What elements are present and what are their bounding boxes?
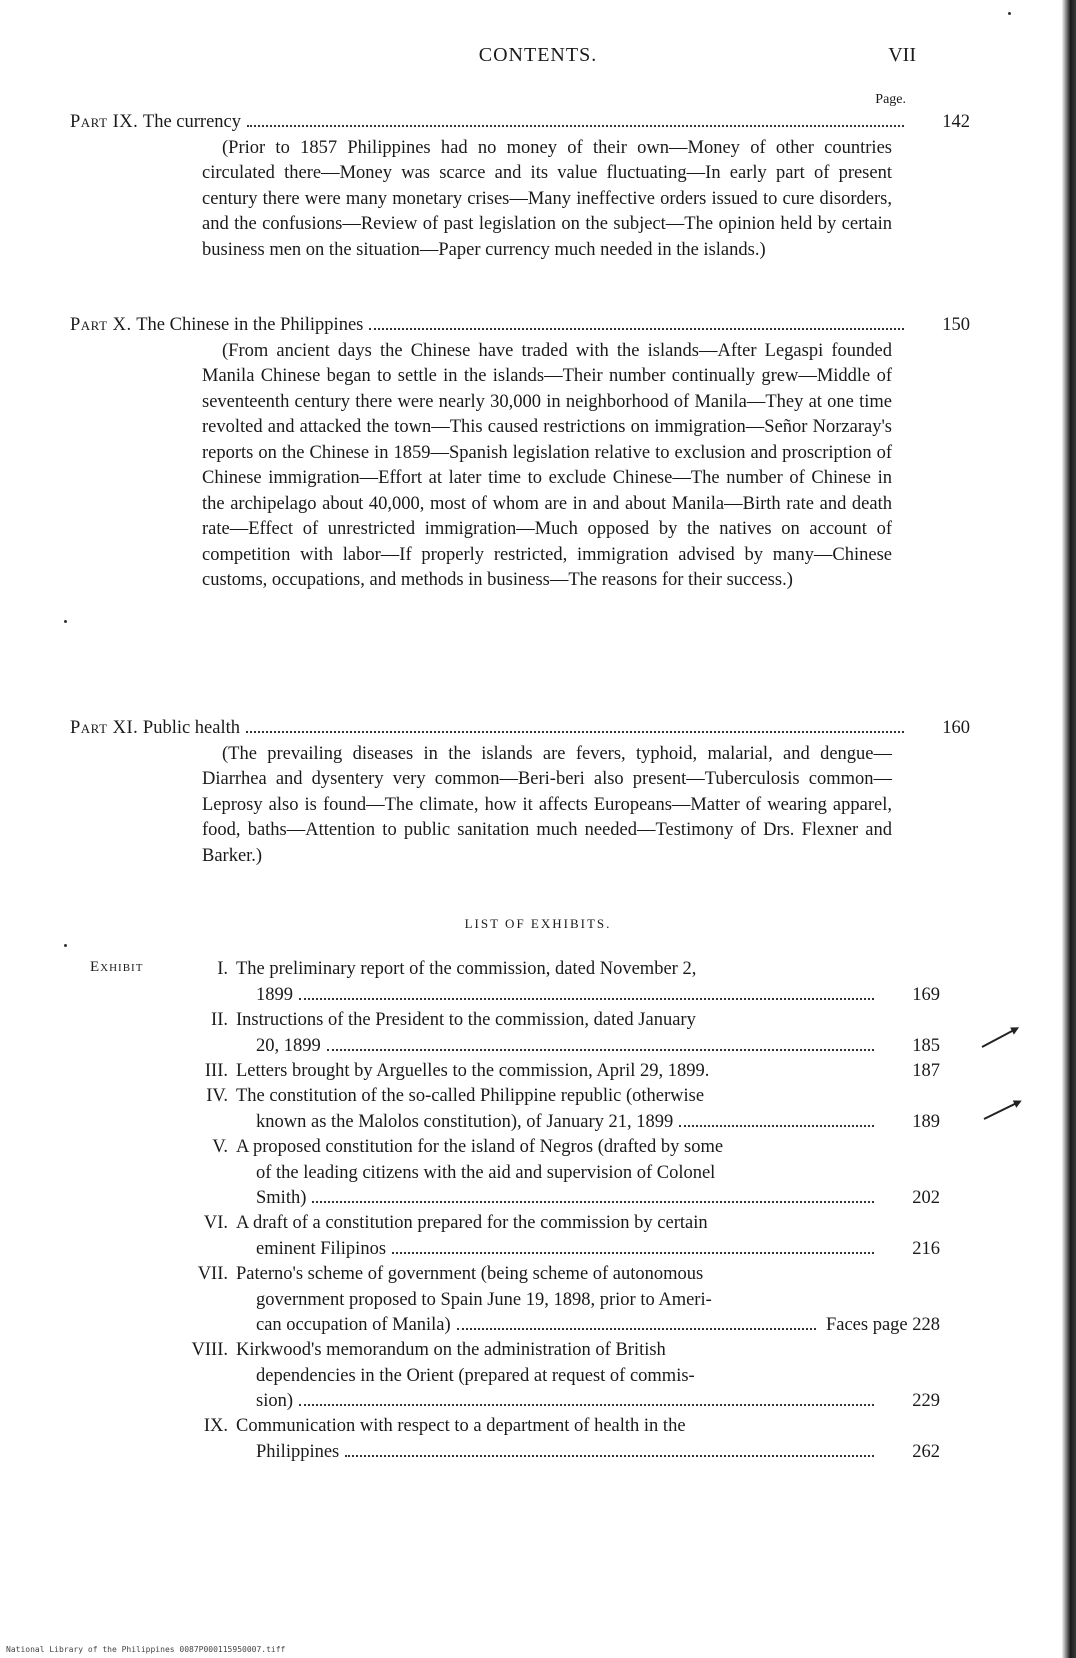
exhibit-text: Kirkwood's memorandum on the administration of British [236, 1340, 666, 1360]
exhibit-label: Exhibit [90, 959, 144, 975]
scan-edge-shadow [1062, 0, 1076, 1658]
exhibit-text: Smith) [256, 1188, 307, 1208]
part-description: (The prevailing diseases in the islands are fevers, typhoid, malarial, and dengue—Diarrhea and dysentery very common—Beri-beri also present—Tuberculosis common—Leprosy also is found—The climate, how it affects Europeans—Matter of wearing apparel, food, baths—Attention to public sanitation much needed—Testimony of Drs. Flexner and Barker.) [202, 743, 892, 866]
dot-leader [345, 1455, 874, 1457]
toc-title-line [70, 110, 970, 136]
toc-entry-part-x [70, 313, 970, 594]
exhibit-text: The preliminary report of the commission, dated November 2, [236, 959, 697, 979]
toc-title-line [70, 716, 970, 742]
part-label: Part IX. [70, 112, 139, 132]
toc-title-line [70, 313, 970, 339]
scan-speck [1008, 12, 1011, 15]
exhibit-text: dependencies in the Orient (prepared at request of commis- [256, 1365, 695, 1386]
dot-leader [392, 1252, 874, 1254]
handwritten-tick-mark [984, 1101, 1021, 1120]
dot-leader [369, 328, 904, 330]
page-ref: 262 [912, 1441, 940, 1462]
exhibit-text: can occupation of Manila) [256, 1315, 451, 1335]
exhibit-text: sion) [256, 1391, 293, 1411]
page-ref: Faces page 228 [825, 1315, 940, 1335]
part-description: (Prior to 1857 Philippines had no money of their own—Money of other countries circulated there—Money was scarce and its value fluctuating—In early part of present century there were many monetary crises—Many ineffective orders issued to cure disorders, and the confusions—Review of past legislation on the subject—The opinion held by certain business men on the situation—Paper currency much needed in the islands.) [202, 137, 892, 260]
exhibit-entry-iii [180, 1059, 940, 1085]
dot-leader [247, 125, 904, 127]
dot-leader [246, 731, 904, 733]
page-ref: 189 [912, 1111, 940, 1132]
page-ref: 229 [912, 1391, 940, 1411]
exhibit-text: 1899 [256, 984, 293, 1005]
exhibits-heading: LIST OF EXHIBITS. [464, 916, 612, 931]
page-number: VII [888, 44, 916, 66]
exhibit-entry-v [180, 1135, 940, 1212]
toc-entry-part-ix [70, 110, 970, 263]
dot-leader [312, 1201, 874, 1203]
scan-speck [64, 620, 67, 623]
exhibit-text: government proposed to Spain June 19, 1898, prior to Ameri- [256, 1289, 712, 1310]
exhibit-text: known as the Malolos constitution), of January 21, 1899 [256, 1111, 674, 1132]
exhibit-number: IX. [203, 1416, 228, 1436]
exhibit-entry-vi [180, 1211, 940, 1262]
exhibit-text: eminent Filipinos [256, 1238, 387, 1259]
exhibit-text: of the leading citizens with the aid and supervision of Colonel [256, 1162, 716, 1183]
page-column-label: Page. [875, 92, 906, 107]
exhibit-number: VII. [197, 1264, 228, 1284]
dot-leader [457, 1328, 816, 1330]
part-title: The Chinese in the Philippines [136, 315, 364, 335]
dot-leader [679, 1125, 874, 1127]
exhibit-entry-vii [180, 1262, 940, 1339]
part-label: Part X. [70, 315, 132, 335]
exhibit-number: I. [217, 959, 228, 979]
part-title: Public health [142, 718, 241, 738]
part-description: (From ancient days the Chinese have traded with the islands—After Legaspi founded Manila Chinese began to settle in the islands—Their number continually grew—Middle of seventeenth century there were nearly 30,000 in neighborhood of Manila—They at one time revolted and attacked the town—This caused restrictions on immigration—Señor Norzaray's reports on the Chinese in 1859—Spanish legislation relative to exclusion and proscription of Chinese immigration—Effort at later time to exclude Chinese—The number of Chinese in the archipelago about 40,000, most of whom are in and about Manila—Birth rate and death rate—Effect of unrestricted immigration—Much opposed by the natives on account of competition with labor—If properly restricted, immigration advised by many—Chinese customs, occupations, and methods in business—The reasons for their success.) [202, 340, 892, 590]
exhibit-number: VIII. [191, 1340, 228, 1360]
exhibit-entry-iv [180, 1084, 940, 1135]
exhibit-text: Philippines [256, 1441, 340, 1462]
part-title: The currency [142, 112, 241, 132]
exhibit-text: A proposed constitution for the island of Negros (drafted by some [236, 1137, 724, 1157]
toc-entry-part-xi [70, 716, 970, 869]
exhibit-entry-ii [180, 1008, 940, 1059]
exhibit-entry-ix [180, 1414, 940, 1465]
page-ref: 169 [912, 984, 940, 1005]
page-title: CONTENTS. [478, 44, 598, 66]
part-label: Part XI. [70, 718, 139, 738]
exhibit-text: Instructions of the President to the commission, dated January [236, 1010, 696, 1030]
page-ref: 150 [942, 315, 970, 335]
scan-speck [64, 944, 67, 947]
dot-leader [299, 998, 874, 1000]
exhibit-text: Letters brought by Arguelles to the commission, April 29, 1899. [236, 1061, 710, 1081]
page-ref: 216 [912, 1238, 940, 1259]
exhibit-number: III. [204, 1061, 228, 1081]
exhibit-number: VI. [203, 1213, 228, 1233]
page-ref: 202 [912, 1188, 940, 1208]
exhibit-entry-viii [180, 1338, 940, 1415]
exhibit-number: V. [212, 1137, 228, 1157]
exhibit-text: 20, 1899 [256, 1035, 321, 1056]
exhibit-number: II. [211, 1010, 228, 1030]
page-ref: 187 [912, 1061, 940, 1081]
exhibit-number: IV. [206, 1086, 228, 1106]
exhibit-text: A draft of a constitution prepared for the commission by certain [236, 1213, 708, 1233]
page-ref: 160 [942, 718, 970, 738]
exhibit-text: The constitution of the so-called Philippine republic (otherwise [236, 1086, 705, 1106]
scan-footer: National Library of the Philippines 0087P000115950007.tiff [6, 1645, 286, 1654]
handwritten-tick-mark [982, 1027, 1018, 1048]
exhibit-text: Communication with respect to a department of health in the [236, 1416, 686, 1436]
page-ref: 185 [912, 1035, 940, 1056]
dot-leader [299, 1404, 874, 1406]
page-ref: 142 [942, 112, 970, 132]
exhibit-text: Paterno's scheme of government (being scheme of autonomous [236, 1264, 704, 1284]
dot-leader [327, 1049, 874, 1051]
exhibit-entry-i [180, 957, 940, 1008]
